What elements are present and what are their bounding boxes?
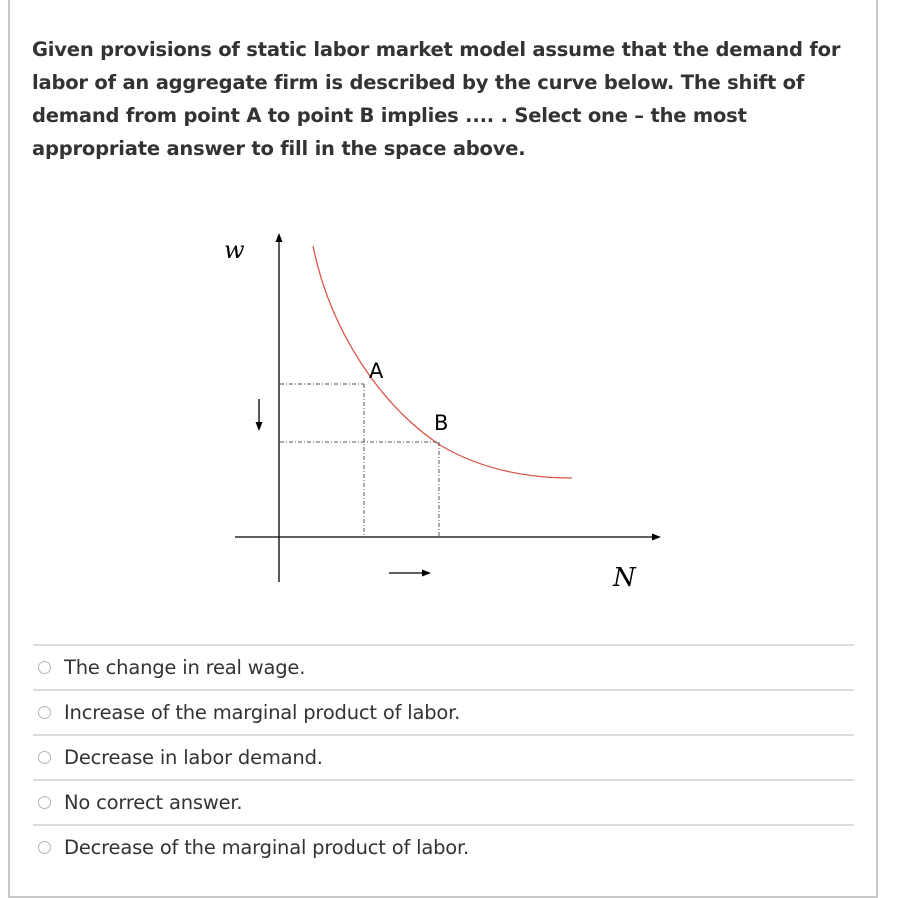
answer-options [33,644,854,869]
answer-option-4[interactable] [33,779,854,824]
answer-option-2[interactable] [33,689,854,734]
x-axis-label: N [613,563,636,593]
point-a-label: A [369,359,384,383]
radio-button-1[interactable] [38,661,51,674]
radio-button-2[interactable] [38,706,51,719]
answer-option-4-label: No correct answer. [64,791,243,814]
radio-button-5[interactable] [38,841,51,854]
answer-option-1[interactable] [33,644,854,689]
answer-option-3-label: Decrease in labor demand. [64,746,323,769]
answer-option-5-label: Decrease of the marginal product of labor. [64,836,470,859]
answer-option-2-label: Increase of the marginal product of labor. [64,701,461,724]
y-axis-label: w [224,236,245,264]
answer-option-3[interactable] [33,734,854,779]
point-b-label: B [434,411,449,435]
answer-option-5[interactable] [33,824,854,869]
question-text: Given provisions of static labor market model assume that the demand for labor of an aggregate firm is described by the curve below. The shift of demand from point A to point B implies .... . Select one – the most appropriate answer to fill in the space above. [32,38,841,160]
answer-option-1-label: The change in real wage. [64,656,306,679]
radio-button-3[interactable] [38,751,51,764]
radio-button-4[interactable] [38,796,51,809]
